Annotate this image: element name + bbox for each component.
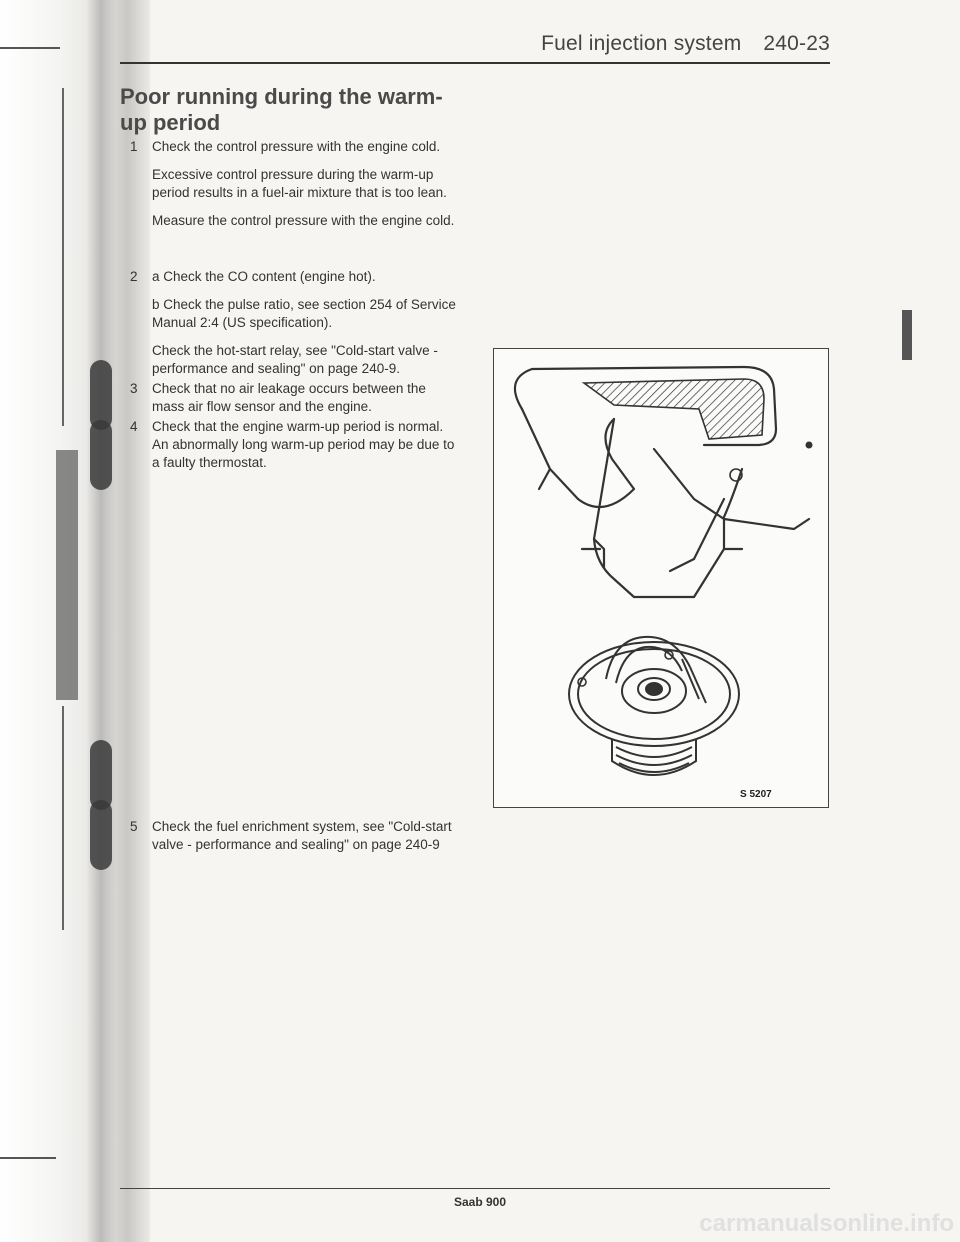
figure-label: S 5207: [740, 789, 772, 800]
step-number: 2: [130, 269, 138, 284]
step-number: 3: [130, 381, 138, 396]
punch-hole: [90, 800, 112, 870]
watermark: carmanualsonline.info: [699, 1210, 954, 1237]
step-text: Check the fuel enrichment system, see "Cold-start valve - performance and sealing" on page 240-9: [152, 819, 452, 852]
thermostat-illustration: [494, 349, 828, 807]
step-text: Check that no air leakage occurs between the mass air flow sensor and the engine.: [152, 381, 426, 414]
page-number: 240-23: [763, 32, 830, 55]
edge-bracket: [62, 88, 64, 426]
step-text: Check that the engine warm-up period is normal. An abnormally long warm-up period may be due to a faulty thermostat.: [152, 419, 455, 470]
step-4: [130, 418, 460, 472]
edge-mark: [0, 1157, 56, 1159]
thermostat-part: [569, 637, 739, 775]
binding-shadow: [86, 0, 116, 1242]
punch-hole: [90, 420, 112, 490]
index-tab: [56, 450, 78, 700]
step-text: a Check the CO content (engine hot).: [152, 269, 376, 284]
step-text: Measure the control pressure with the engine cold.: [152, 213, 455, 228]
section-title: Fuel injection system: [541, 32, 742, 55]
step-1: [130, 138, 460, 230]
step-text: Check the control pressure with the engine cold.: [152, 139, 441, 154]
step-text: Check the hot-start relay, see "Cold-start valve - performance and sealing" on page 240-9.: [152, 343, 438, 376]
step-text: Excessive control pressure during the warm-up period results in a fuel-air mixture that is too lean.: [152, 167, 447, 200]
footer-rule: [120, 1188, 830, 1189]
step-3: [130, 380, 460, 416]
step-5: [130, 818, 460, 854]
page-footer: Saab 900: [453, 1195, 507, 1209]
section-heading: Poor running during the warm-up period: [120, 84, 443, 135]
step-number: 4: [130, 419, 138, 434]
header-title: [541, 32, 830, 56]
thermostat-figure: [493, 348, 829, 808]
step-number: 5: [130, 819, 138, 834]
margin-bar: [902, 310, 912, 360]
step-text: b Check the pulse ratio, see section 254 of Service Manual 2:4 (US specification).: [152, 297, 456, 330]
edge-bracket: [62, 706, 64, 930]
step-number: 1: [130, 139, 138, 154]
step-2: [130, 268, 460, 378]
page-header: [120, 28, 830, 64]
edge-mark: [0, 47, 60, 49]
